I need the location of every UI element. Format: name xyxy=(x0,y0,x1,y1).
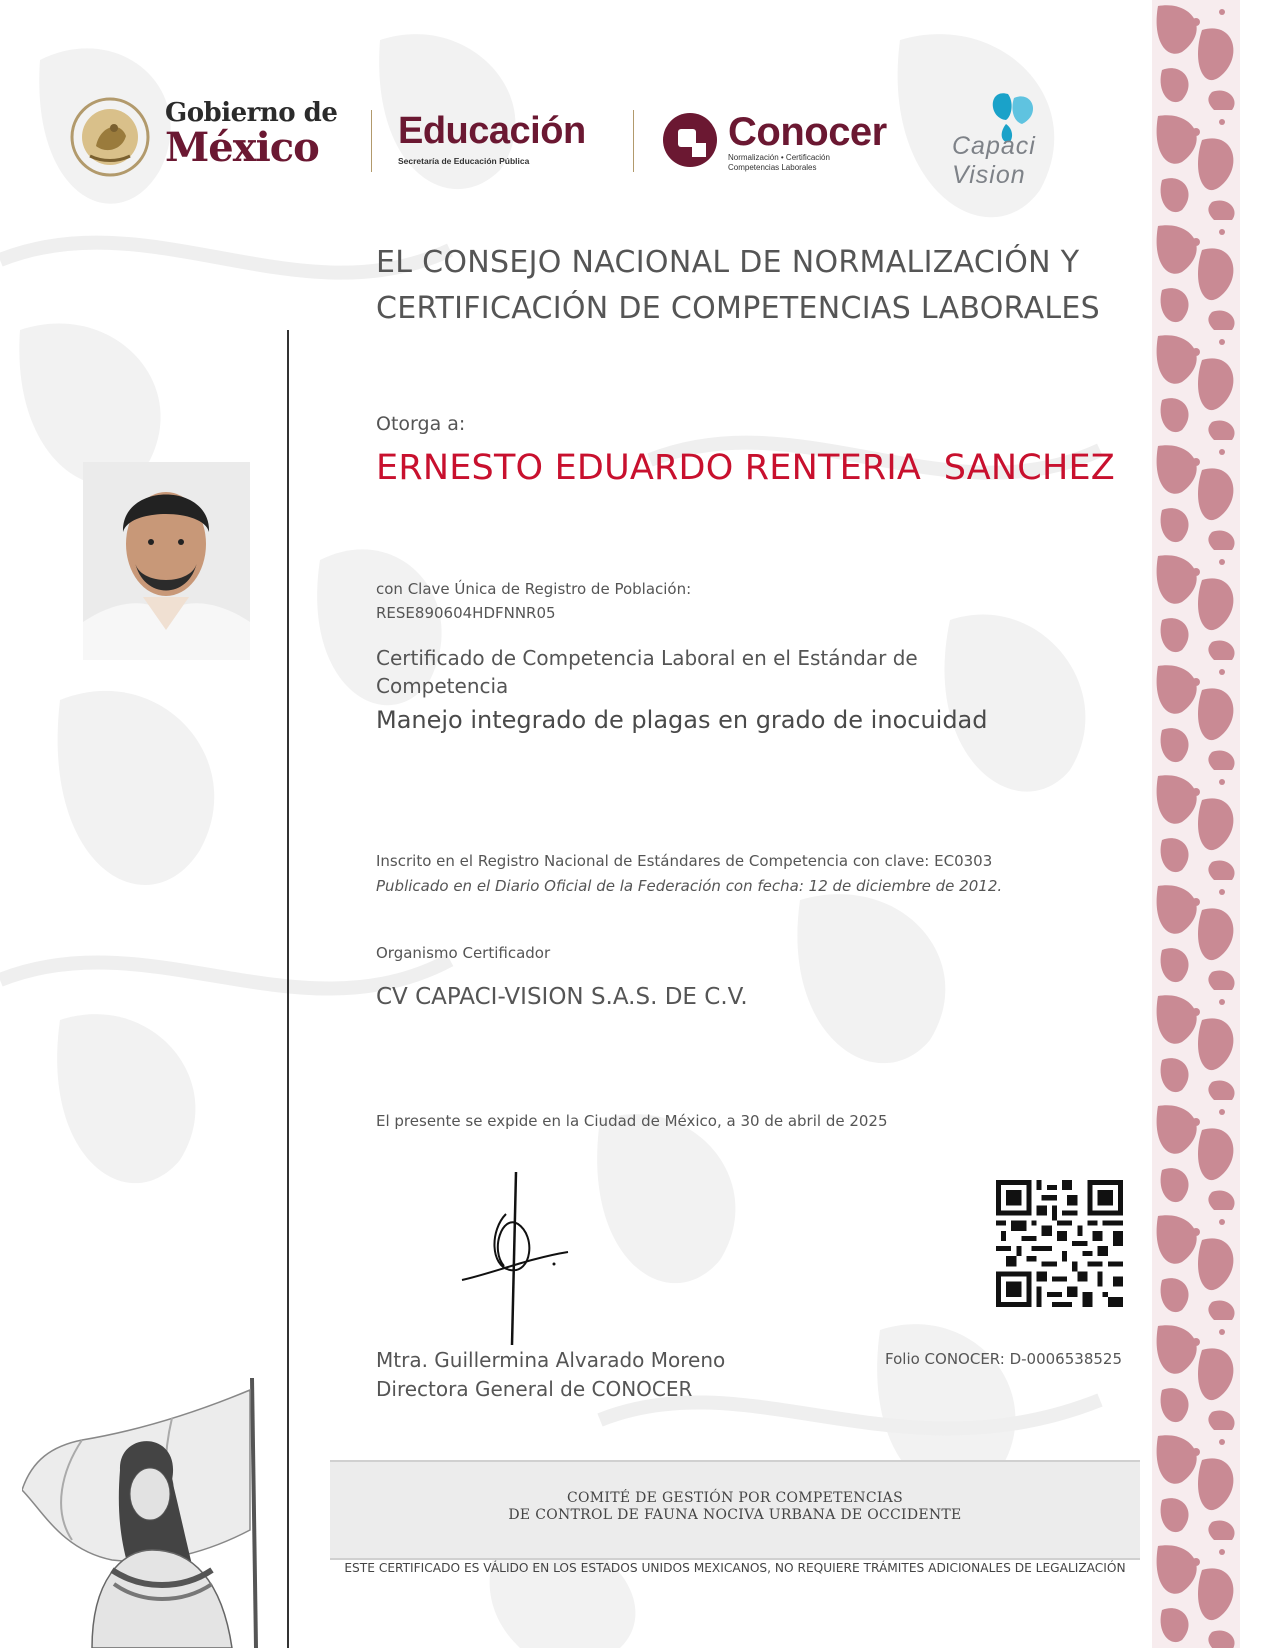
signer-title: Directora General de CONOCER xyxy=(376,1377,693,1401)
certificate-type-label xyxy=(376,644,936,700)
signer-block xyxy=(376,1346,725,1404)
recipient-name: ERNESTO EDUARDO RENTERIA SANCHEZ xyxy=(376,448,1115,488)
certificate-label-line2: Competencia xyxy=(376,674,509,698)
logo-separator xyxy=(633,110,634,172)
curp-value: RESE890604HDFNNR05 xyxy=(376,604,556,622)
gobierno-line1: Gobierno de xyxy=(165,98,338,128)
recipient-photo xyxy=(83,462,250,660)
vertical-divider xyxy=(287,330,289,1648)
gobierno-line2: México xyxy=(165,124,319,171)
committee-line2: DE CONTROL DE FAUNA NOCIVA URBANA DE OCCIDENTE xyxy=(508,1507,962,1523)
curp-label: con Clave Única de Registro de Población: xyxy=(376,580,692,598)
gobierno-de-mexico-logo xyxy=(165,98,338,171)
educacion-logo xyxy=(398,112,586,166)
decorative-side-border xyxy=(1152,0,1240,1648)
standard-name: Manejo integrado de plagas en grado de inocuidad xyxy=(376,706,988,734)
signature-image xyxy=(460,1170,570,1345)
conocer-subtitle-line1: Normalización • Certificación xyxy=(728,153,830,162)
certificate-label-line1: Certificado de Competencia Laboral en el Estándar de xyxy=(376,646,918,670)
heading-line1: EL CONSEJO NACIONAL DE NORMALIZACIÓN Y xyxy=(376,245,1080,280)
certificate-heading xyxy=(376,240,1136,332)
logo-separator xyxy=(371,110,372,172)
registry-text: Inscrito en el Registro Nacional de Estándares de Competencia con clave: EC0303 xyxy=(376,852,993,870)
committee-banner xyxy=(330,1460,1140,1560)
otorga-label: Otorga a: xyxy=(376,413,466,435)
signer-name: Mtra. Guillermina Alvarado Moreno xyxy=(376,1348,726,1372)
published-text: Publicado en el Diario Oficial de la Federación con fecha: 12 de diciembre de 2012. xyxy=(376,877,1003,895)
qr-code[interactable] xyxy=(996,1180,1123,1307)
woman-with-flag-illustration xyxy=(22,1370,270,1648)
validity-footer-note: ESTE CERTIFICADO ES VÁLIDO EN LOS ESTADOS UNIDOS MEXICANOS, NO REQUIERE TRÁMITES ADICIONALES DE LEGALIZACIÓN xyxy=(344,1561,1126,1575)
educacion-title: Educación xyxy=(398,110,586,152)
conocer-subtitle-line2: Competencias Laborales xyxy=(728,163,817,173)
conocer-logo xyxy=(728,112,887,173)
conocer-mark-icon xyxy=(662,112,718,168)
committee-line1: COMITÉ DE GESTIÓN POR COMPETENCIAS xyxy=(566,1490,903,1506)
folio-number: Folio CONOCER: D-0006538525 xyxy=(885,1350,1122,1368)
organism-name: CV CAPACI-VISION S.A.S. DE C.V. xyxy=(376,984,748,1010)
issued-text: El presente se expide en la Ciudad de México, a 30 de abril de 2025 xyxy=(376,1112,888,1130)
organism-label: Organismo Certificador xyxy=(376,944,551,962)
capacivision-logo-text: Capaci Vision xyxy=(952,132,1036,189)
conocer-title: Conocer xyxy=(728,110,887,154)
capacivision-logo xyxy=(948,88,1108,189)
committee-name xyxy=(330,1490,1140,1524)
heading-line2: CERTIFICACIÓN DE COMPETENCIAS LABORALES xyxy=(376,291,1101,326)
national-emblem-icon xyxy=(70,96,150,178)
educacion-subtitle: Secretaría de Educación Pública xyxy=(398,156,530,166)
